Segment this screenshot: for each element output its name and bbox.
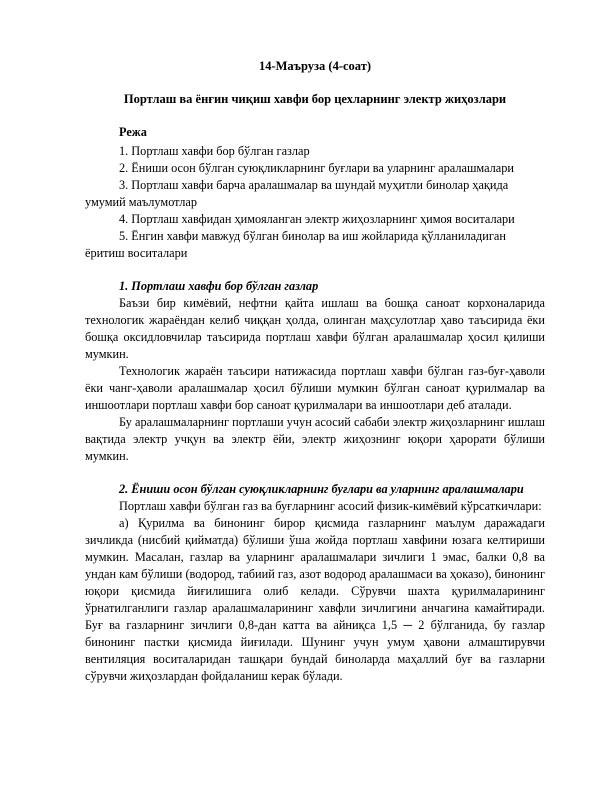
- plan-item: 4. Портлаш хавфидан ҳимояланган электр жиҳозларнинг ҳимоя воситалари: [119, 212, 515, 226]
- plan-item: 3. Портлаш хавфи барча аралашмалар ва шундай муҳитли бинолар ҳақида умумий маълумотлар: [85, 178, 509, 209]
- section-2-heading: 2. Ёниши осон бўлган суюқликларнинг буғлари ва уларнинг аралашмалари: [119, 482, 524, 496]
- plan-heading: Режа: [119, 125, 147, 139]
- plan-item: 2. Ёниши осон бўлган суюқликларнинг буғлари ва уларнинг аралашмалари: [119, 161, 514, 175]
- section-2-paragraph: Портлаш хавфи бўлган газ ва буғларнинг асосий физик-кимёвий кўрсаткичлари:: [119, 499, 542, 513]
- section-2-paragraph: а) Қурилма ва бинонинг бирор қисмида газларнинг маълум даражадаги зичликда (нисбий қийматда) бўлиши ўша жойда портлаш хавфини юзага келтириши мумкин. Масалан, газлар ва уларнинг аралашмалари зичлиги 1 эмас, балки 0,8 ва ундан кам бўлиши (водород, табиий газ, азот водород аралашмаси ва ҳоказо), бинонинг юқори қисмида йиғилишига олиб келади. Сўрувчи шахта қурилмаларининг ўрнатилганлиги газлар аралашмаларининг хавфли зичлигини анчагина камайтиради. Буғ ва газларнинг зичлиги 0,8-дан катта ва айниқса 1,5 ─ 2 бўлганида, бу газлар бинонинг пастки қисмида йиғилади. Шунинг учун умум ҳавони алмаштирувчи вентиляция воситаларидан ташқари бундай биноларда маҳаллий буғ ва газларни сўрувчи жиҳозлардан фойдаланиш керак бўлади.: [85, 516, 545, 683]
- section-1-paragraph: Технологик жараён таъсири натижасида портлаш хавфи бўлган газ-буғ-ҳаволи ёки чанг-ҳаволи аралашмалар ҳосил бўлиши мумкин бўлган саноат қурилмалар ва иншоотлари портлаш хавфи бор саноат қурилмалари ва иншоотлари деб аталади.: [85, 364, 545, 412]
- lecture-subtitle: Портлаш ва ёнғин чиқиш хавфи бор цехларнинг электр жиҳозлари: [123, 92, 507, 106]
- document-page: [85, 58, 545, 685]
- section-1-paragraph: Бу аралашмаларнинг портлаши учун асосий сабаби электр жиҳозларнинг ишлаш вақтида электр учқун ва электр ёйи, электр жиҳознинг юқори ҳарорати бўлиши мумкин.: [85, 415, 545, 463]
- plan-item: 1. Портлаш хавфи бор бўлган газлар: [119, 144, 310, 158]
- lecture-title: 14-Маъруза (4-соат): [258, 59, 372, 73]
- section-1-heading: 1. Портлаш хавфи бор бўлган газлар: [119, 279, 319, 293]
- section-1-paragraph: Баъзи бир кимёвий, нефтни қайта ишлаш ва бошқа саноат корхоналарида технологик жараёндан келиб чиққан ҳолда, олинган маҳсулотлар ҳаво таъсирида ёки бошқа оксидловчилар таъсирида портлаш хавфи бўлган аралашмалар ҳосил қилиши мумкин.: [85, 296, 545, 361]
- plan-item: 5. Ёнгин хавфи мавжуд бўлган бинолар ва иш жойларида қўлланиладиган ёритиш воситалари: [85, 229, 506, 260]
